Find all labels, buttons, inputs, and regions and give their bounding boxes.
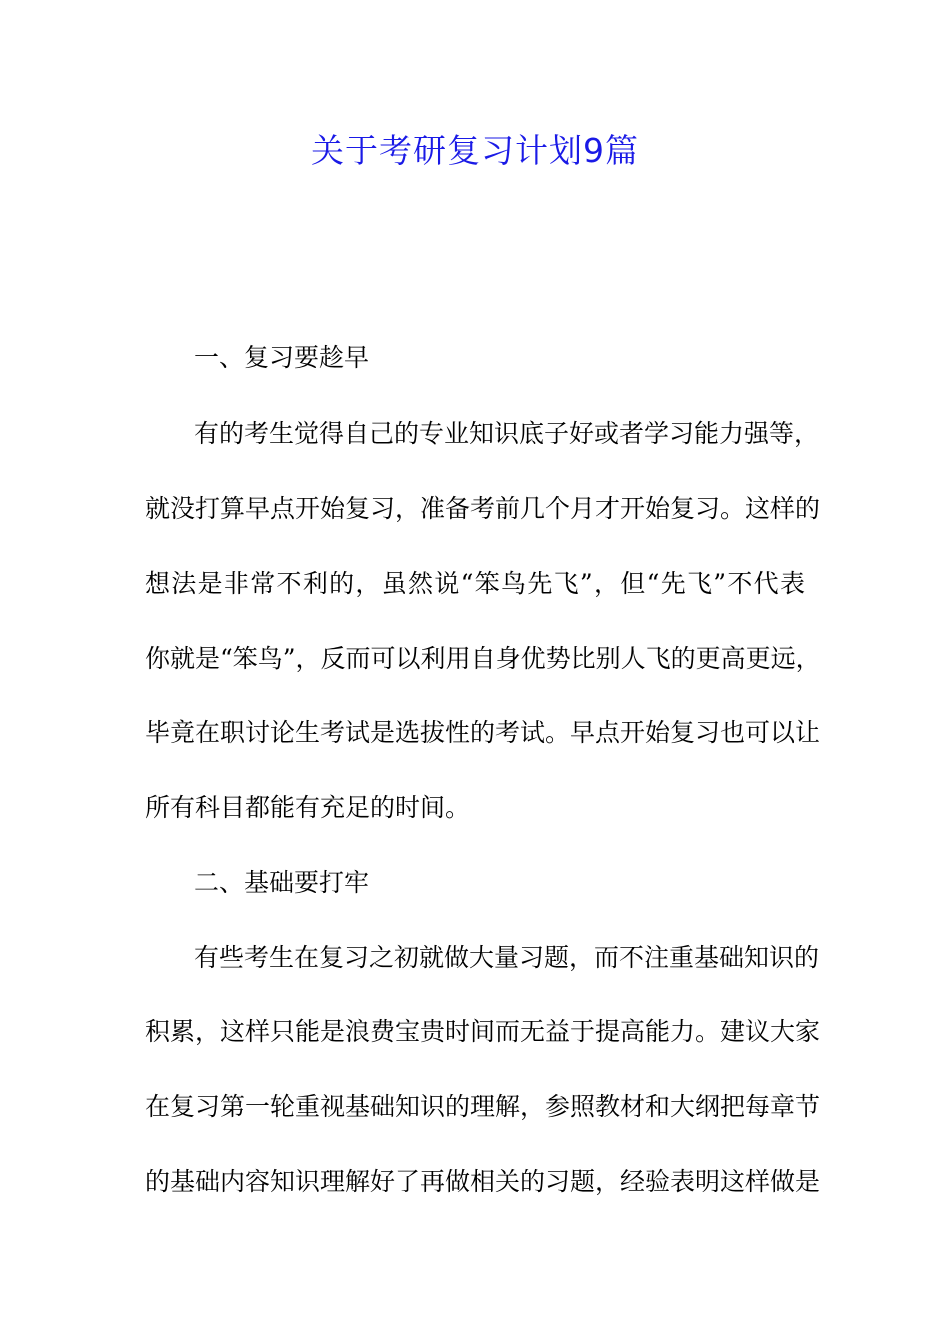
section-heading-2: 二、基础要打牢: [194, 868, 370, 897]
paragraph-line: 的基础内容知识理解好了再做相关的习题，经验表明这样做是: [145, 1167, 821, 1196]
paragraph-line: 在复习第一轮重视基础知识的理解，参照教材和大纲把每章节: [145, 1092, 821, 1121]
paragraph-line: 你就是“笨鸟”，反而可以利用自身优势比别人飞的更高更远，: [145, 644, 821, 673]
paragraph-line: 有的考生觉得自己的专业知识底子好或者学习能力强等，: [194, 419, 820, 448]
section-heading-1: 一、复习要趁早: [194, 343, 370, 372]
paragraph-line: 积累，这样只能是浪费宝贵时间而无益于提高能力。建议大家: [145, 1017, 821, 1046]
document-title: 关于考研复习计划9篇: [311, 131, 639, 170]
paragraph-line: 想法是非常不利的，虽然说“笨鸟先飞”，但“先飞”不代表: [145, 569, 805, 598]
paragraph-line: 毕竟在职讨论生考试是选拔性的考试。早点开始复习也可以让: [145, 718, 821, 747]
paragraph-line: 所有科目都能有充足的时间。: [145, 793, 471, 822]
paragraph-line: 有些考生在复习之初就做大量习题，而不注重基础知识的: [194, 943, 820, 972]
paragraph-line: 就没打算早点开始复习，准备考前几个月才开始复习。这样的: [145, 494, 821, 523]
